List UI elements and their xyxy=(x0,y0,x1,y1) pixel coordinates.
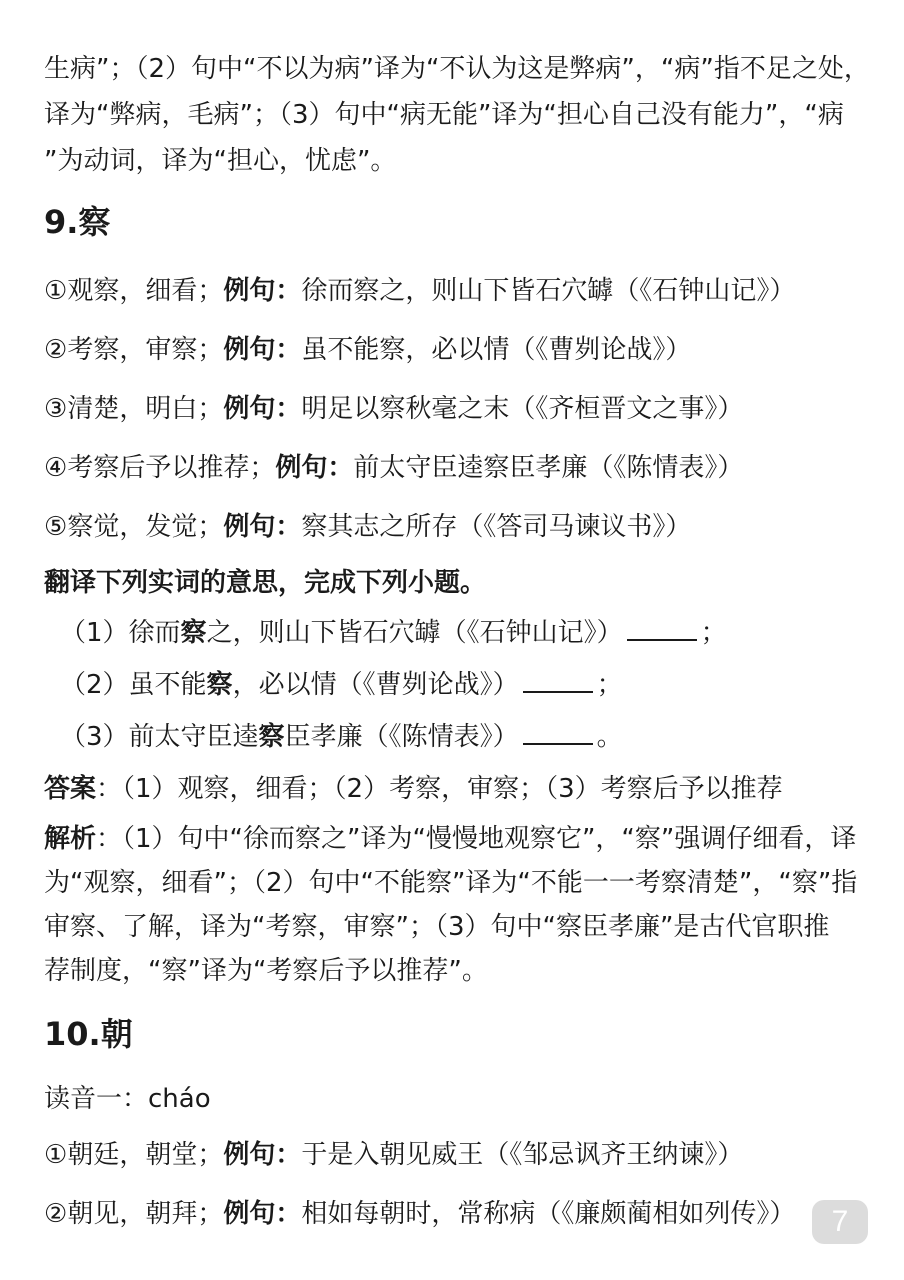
meaning-marker: ① xyxy=(44,276,68,306)
example-label: 例句： xyxy=(275,453,354,483)
meaning-text: 考察，审察； xyxy=(67,335,224,365)
meaning-marker: ④ xyxy=(44,453,68,483)
question-text: ，必以情（《曹刿论战》） xyxy=(232,670,519,700)
example-text: 相如每朝时，常称病（《廉颇蔺相如列传》） xyxy=(301,1199,796,1229)
analysis-line xyxy=(44,822,856,856)
analysis-line: 为“观察，细看”；（2）句中“不能察”译为“不能一一考察清楚”，“察”指 xyxy=(44,868,858,898)
question-keyword: 察 xyxy=(180,618,207,648)
example-label: 例句： xyxy=(223,1140,302,1170)
example-text: 虽不能察，必以情（《曹刿论战》） xyxy=(301,335,692,365)
text-line: 译为“弊病，毛病”；（3）句中“病无能”译为“担心自己没有能力”，“病 xyxy=(44,100,844,130)
meaning-text: 察觉，发觉； xyxy=(67,512,224,542)
exercise-question xyxy=(60,616,727,650)
analysis-label: 解析 xyxy=(44,824,97,854)
question-keyword: 察 xyxy=(206,670,233,700)
answer-label: 答案 xyxy=(44,774,97,804)
answer-blank xyxy=(523,721,593,745)
example-label: 例句： xyxy=(223,276,302,306)
meaning-text: 朝廷，朝堂； xyxy=(67,1140,224,1170)
question-text: 之，则山下皆石穴罅（《石钟山记》） xyxy=(206,618,623,648)
meaning-marker: ③ xyxy=(44,394,68,424)
example-text: 于是入朝见威王（《邹忌讽齐王纳谏》） xyxy=(301,1140,744,1170)
page-number-badge: 7 xyxy=(812,1200,868,1244)
meaning-marker: ② xyxy=(44,335,68,365)
question-text: （2）虽不能 xyxy=(60,670,207,700)
meaning-marker: ② xyxy=(44,1199,68,1229)
example-text: 明足以察秋毫之末（《齐桓晋文之事》） xyxy=(301,394,744,424)
exercise-question xyxy=(60,720,623,754)
question-keyword: 察 xyxy=(258,722,285,752)
example-label: 例句： xyxy=(223,512,302,542)
meaning-text: 清楚，明白； xyxy=(67,394,224,424)
exercise-question xyxy=(60,668,623,702)
answer-blank xyxy=(523,669,593,693)
analysis-line: 审察、了解，译为“考察，审察”；（3）句中“察臣孝廉”是古代官职推 xyxy=(44,912,830,942)
answer-blank xyxy=(627,617,697,641)
analysis-text: ：（1）句中“徐而察之”译为“慢慢地观察它”，“察”强调仔细看，译 xyxy=(96,824,857,854)
example-text: 徐而察之，则山下皆石穴罅（《石钟山记》） xyxy=(301,276,796,306)
meaning-item xyxy=(44,451,743,485)
example-text: 前太守臣逵察臣孝廉（《陈情表》） xyxy=(353,453,744,483)
meaning-item xyxy=(44,1138,743,1172)
text-line: ”为动词，译为“担心，忧虑”。 xyxy=(44,146,397,176)
example-label: 例句： xyxy=(223,1199,302,1229)
question-text: 臣孝廉（《陈情表》） xyxy=(284,722,519,752)
section-heading-9: 9.察 xyxy=(44,203,111,241)
meaning-text: 朝见，朝拜； xyxy=(67,1199,224,1229)
analysis-line: 荐制度，“察”译为“考察后予以推荐”。 xyxy=(44,956,488,986)
question-text: （1）徐而 xyxy=(60,618,181,648)
exercise-title: 翻译下列实词的意思，完成下列小题。 xyxy=(44,568,487,598)
meaning-item xyxy=(44,1197,795,1231)
question-text: （3）前太守臣逵 xyxy=(60,722,259,752)
example-text: 察其志之所存（《答司马谏议书》） xyxy=(301,512,692,542)
meaning-item xyxy=(44,333,691,367)
question-punct: ； xyxy=(700,618,727,648)
answer-text: ：（1）观察，细看；（2）考察，审察；（3）考察后予以推荐 xyxy=(96,774,783,804)
question-punct: ； xyxy=(596,670,623,700)
example-label: 例句： xyxy=(223,394,302,424)
reading-line: 读音一：cháo xyxy=(44,1084,211,1114)
meaning-item xyxy=(44,274,795,308)
meaning-text: 考察后予以推荐； xyxy=(67,453,276,483)
meaning-text: 观察，细看； xyxy=(67,276,224,306)
answer-line xyxy=(44,772,783,806)
example-label: 例句： xyxy=(223,335,302,365)
section-heading-10: 10.朝 xyxy=(44,1015,133,1053)
meaning-marker: ① xyxy=(44,1140,68,1170)
text-line: 生病”；（2）句中“不以为病”译为“不认为这是弊病”，“病”指不足之处， xyxy=(44,54,870,84)
meaning-item xyxy=(44,392,743,426)
meaning-marker: ⑤ xyxy=(44,512,68,542)
question-punct: 。 xyxy=(596,722,623,752)
meaning-item xyxy=(44,510,691,544)
